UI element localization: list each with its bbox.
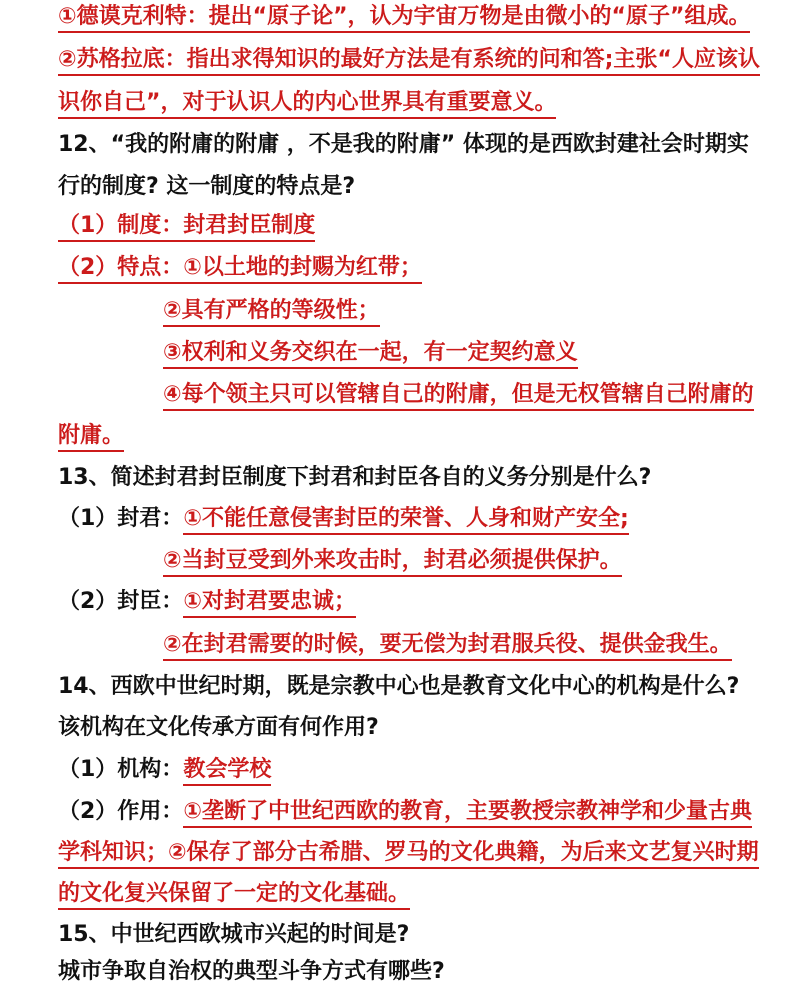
answer-line [58,46,760,74]
answer-text: ③权利和义务交织在一起，有一定契约意义 [163,340,578,369]
answer-text: ②苏格拉底：指出求得知识的最好方法是有系统的问和答;主张“人应该认 [58,47,760,76]
answer-text: 附庸。 [58,423,124,452]
answer-text: 识你自己”，对于认识人的内心世界具有重要意义。 [58,90,556,119]
answer-text: （2）特点：①以土地的封赐为红带； [58,255,422,284]
answer-text: ②在封君需要的时候，要无偿为封君服兵役、提供金我生。 [163,632,732,661]
answer-line [58,880,410,908]
answer-line [58,212,315,240]
answer-line [58,588,356,616]
answer-text: （1）制度：封君封臣制度 [58,213,315,242]
answer-label: （1）封君： [58,506,184,531]
answer-line [163,339,578,367]
answer-text: ①德谟克利特：提出“原子论”，认为宇宙万物是由微小的“原子”组成。 [58,4,750,33]
answer-line [163,297,380,325]
answer-text: ④每个领主只可以管辖自己的附庸，但是无权管辖自己附庸的 [163,382,754,411]
question-12-line-1: 12、“我的附庸的附庸 ，不是我的附庸” 体现的是西欧封建社会时期实 [58,132,749,157]
answer-text: 的文化复兴保留了一定的文化基础。 [58,881,410,910]
answer-label: （2）作用： [58,799,184,824]
answer-text: ②当封豆受到外来攻击时，封君必须提供保护。 [163,548,622,577]
answer-line [163,547,622,575]
answer-line [58,422,124,450]
answer-text: 学科知识；②保存了部分古希腊、罗马的文化典籍，为后来文艺复兴时期 [58,840,759,869]
answer-line [58,839,759,867]
answer-text: ①不能任意侵害封臣的荣誉、人身和财产安全; [183,506,628,535]
question-14-line-1: 14、西欧中世纪时期，既是宗教中心也是教育文化中心的机构是什么? [58,674,740,699]
answer-line [58,3,750,31]
answer-label: （1）机构： [58,757,184,782]
answer-line [58,254,422,282]
answer-text: 教会学校 [183,757,271,786]
answer-line [58,89,556,117]
answer-line [58,505,629,533]
question-12-line-2: 行的制度? 这一制度的特点是? [58,174,356,199]
answer-text: ②具有严格的等级性； [163,298,380,327]
answer-label: （2）封臣： [58,589,184,614]
answer-text: ①垄断了中世纪西欧的教育，主要教授宗教神学和少量古典 [183,799,752,828]
question-15-line-1: 15、中世纪西欧城市兴起的时间是? [58,922,410,947]
question-15-line-2: 城市争取自治权的典型斗争方式有哪些? [58,959,445,984]
question-14-line-2: 该机构在文化传承方面有何作用? [58,715,379,740]
answer-line [58,756,271,784]
answer-text: ①对封君要忠诚； [183,589,356,618]
answer-line [163,381,754,409]
answer-line [58,798,752,826]
answer-line [163,631,732,659]
question-13: 13、简述封君封臣制度下封君和封臣各自的义务分别是什么? [58,465,652,490]
